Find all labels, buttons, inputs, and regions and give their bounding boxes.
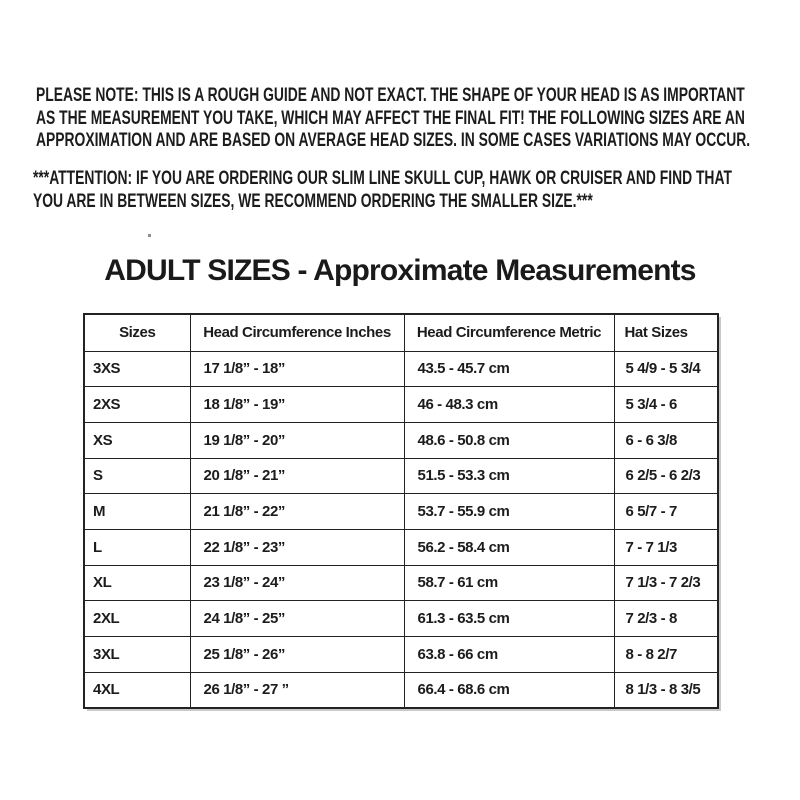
stray-dot-artifact (148, 234, 151, 237)
table-row (84, 601, 718, 637)
inches-cell: 26 1/8” - 27 ” (190, 672, 404, 708)
col-header-sizes: Sizes (84, 314, 190, 351)
attention-line: ***ATTENTION: IF YOU ARE ORDERING OUR SLIM LINE SKULL CUP, HAWK OR CRUISER AND FIND THAT (33, 168, 732, 189)
hat-cell: 5 3/4 - 6 (614, 387, 718, 423)
note-line: AS THE MEASUREMENT YOU TAKE, WHICH MAY AFFECT THE FINAL FIT! THE FOLLOWING SIZES ARE AN (36, 107, 745, 129)
hat-cell: 8 1/3 - 8 3/5 (614, 672, 718, 708)
hat-cell: 6 - 6 3/8 (614, 422, 718, 458)
page-title: ADULT SIZES - Approximate Measurements (104, 254, 696, 287)
size-cell: XS (84, 422, 190, 458)
size-cell: S (84, 458, 190, 494)
hat-cell: 8 - 8 2/7 (614, 637, 718, 673)
table-row (84, 458, 718, 494)
metric-cell: 46 - 48.3 cm (404, 387, 614, 423)
adult-sizes-table (83, 313, 719, 709)
size-cell: M (84, 494, 190, 530)
metric-cell: 56.2 - 58.4 cm (404, 529, 614, 565)
table-header-row (84, 314, 718, 351)
inches-cell: 25 1/8” - 26” (190, 637, 404, 673)
size-cell: 2XS (84, 387, 190, 423)
metric-cell: 51.5 - 53.3 cm (404, 458, 614, 494)
inches-cell: 18 1/8” - 19” (190, 387, 404, 423)
hat-cell: 7 2/3 - 8 (614, 601, 718, 637)
size-cell: XL (84, 565, 190, 601)
table-row (84, 637, 718, 673)
please-note-paragraph (36, 85, 800, 153)
hat-cell: 6 2/5 - 6 2/3 (614, 458, 718, 494)
attention-paragraph (33, 168, 800, 213)
inches-cell: 19 1/8” - 20” (190, 422, 404, 458)
table-row (84, 529, 718, 565)
size-cell: 3XS (84, 351, 190, 387)
metric-cell: 48.6 - 50.8 cm (404, 422, 614, 458)
size-cell: 3XL (84, 637, 190, 673)
table-row (84, 672, 718, 708)
hat-cell: 7 1/3 - 7 2/3 (614, 565, 718, 601)
size-cell: 2XL (84, 601, 190, 637)
size-cell: 4XL (84, 672, 190, 708)
inches-cell: 17 1/8” - 18” (190, 351, 404, 387)
hat-cell: 5 4/9 - 5 3/4 (614, 351, 718, 387)
col-header-metric: Head Circumference Metric (404, 314, 614, 351)
inches-cell: 20 1/8” - 21” (190, 458, 404, 494)
hat-cell: 7 - 7 1/3 (614, 529, 718, 565)
metric-cell: 63.8 - 66 cm (404, 637, 614, 673)
col-header-inches: Head Circumference Inches (190, 314, 404, 351)
inches-cell: 23 1/8” - 24” (190, 565, 404, 601)
table-row (84, 387, 718, 423)
table-row (84, 351, 718, 387)
table-row (84, 422, 718, 458)
hat-cell: 6 5/7 - 7 (614, 494, 718, 530)
metric-cell: 43.5 - 45.7 cm (404, 351, 614, 387)
inches-cell: 21 1/8” - 22” (190, 494, 404, 530)
metric-cell: 58.7 - 61 cm (404, 565, 614, 601)
metric-cell: 61.3 - 63.5 cm (404, 601, 614, 637)
metric-cell: 66.4 - 68.6 cm (404, 672, 614, 708)
inches-cell: 24 1/8” - 25” (190, 601, 404, 637)
attention-line: YOU ARE IN BETWEEN SIZES, WE RECOMMEND ORDERING THE SMALLER SIZE.*** (33, 190, 593, 212)
inches-cell: 22 1/8” - 23” (190, 529, 404, 565)
size-cell: L (84, 529, 190, 565)
col-header-hat: Hat Sizes (614, 314, 718, 351)
note-line: PLEASE NOTE: THIS IS A ROUGH GUIDE AND NOT EXACT. THE SHAPE OF YOUR HEAD IS AS IMPORTANT (36, 85, 745, 106)
table-row (84, 494, 718, 530)
metric-cell: 53.7 - 55.9 cm (404, 494, 614, 530)
table-row (84, 565, 718, 601)
note-line: APPROXIMATION AND ARE BASED ON AVERAGE HEAD SIZES. IN SOME CASES VARIATIONS MAY OCCUR. (36, 130, 751, 151)
